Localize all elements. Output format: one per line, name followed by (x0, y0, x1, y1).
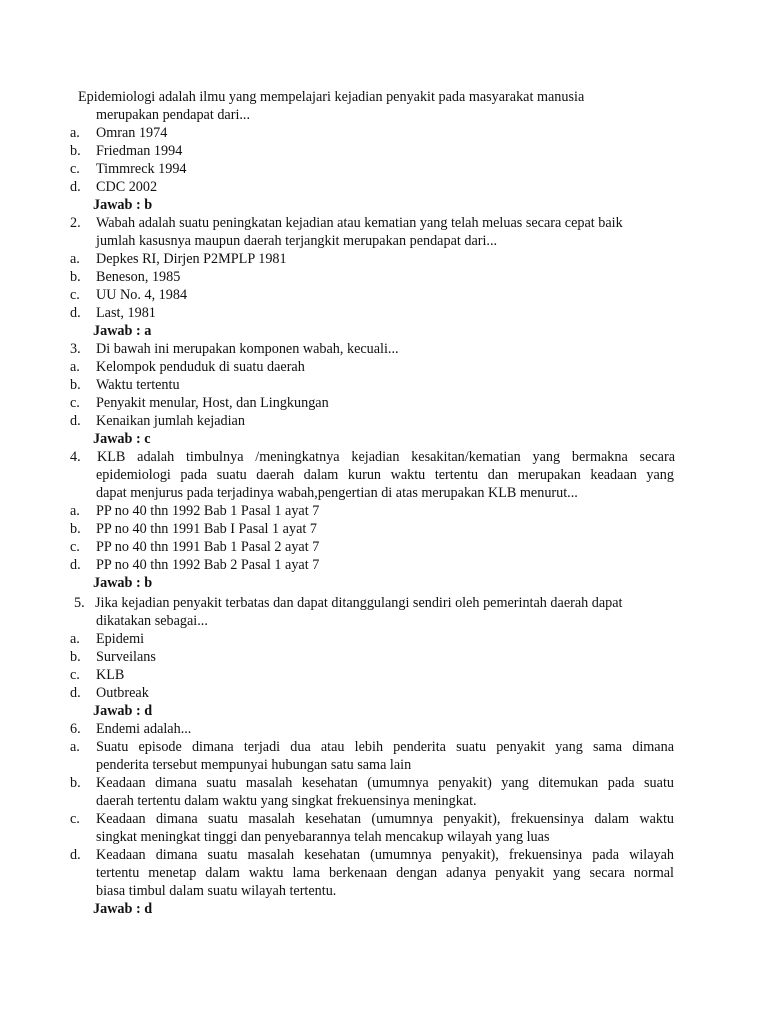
question-4-stem-line-2: epidemiologi pada suatu daerah dalam kurun waktu tertentu dan merupakan keadaan yang (96, 467, 674, 483)
question-1-answer: Jawab : b (93, 197, 153, 213)
question-2-answer: Jawab : a (93, 323, 152, 339)
question-2-option-c: c. UU No. 4, 1984 (70, 287, 188, 303)
question-4-option-a: a. PP no 40 thn 1992 Bab 1 Pasal 1 ayat 7 (70, 503, 320, 519)
question-1-stem-line-1: Epidemiologi adalah ilmu yang mempelajari kejadian penyakit pada masyarakat manusia (78, 89, 585, 105)
question-6-answer: Jawab : d (93, 901, 153, 917)
question-6-option-a-line-2: penderita tersebut mempunyai hubungan satu sama lain (96, 757, 412, 773)
question-2-stem-line-1: 2. Wabah adalah suatu peningkatan kejadian atau kematian yang telah meluas secara cepat baik (70, 215, 623, 231)
question-5-option-a: a. Epidemi (70, 631, 145, 647)
question-4-option-d: d. PP no 40 thn 1992 Bab 2 Pasal 1 ayat 7 (70, 557, 320, 573)
question-6-option-d-line-3: biasa timbul dalam suatu wilayah tertentu. (96, 883, 337, 899)
question-1-option-a: a. Omran 1974 (70, 125, 168, 141)
question-6-option-c-line-1: c. Keadaan dimana suatu masalah kesehatan (umumnya penyakit), frekuensinya dalam waktu (70, 811, 674, 827)
question-1-option-c: c. Timmreck 1994 (70, 161, 187, 177)
question-1-stem-line-2: merupakan pendapat dari... (96, 107, 251, 123)
question-5-answer: Jawab : d (93, 703, 153, 719)
question-6-option-b-line-1: b. Keadaan dimana suatu masalah kesehatan (umumnya penyakit) yang ditemukan pada suatu (70, 775, 674, 791)
question-6-option-d-line-2: tertentu menetap dalam waktu lama berkenaan dengan adanya penyakit yang secara normal (96, 865, 674, 881)
question-3-option-c: c. Penyakit menular, Host, dan Lingkungan (70, 395, 329, 411)
question-5-option-d: d. Outbreak (70, 685, 149, 701)
question-5-option-c: c. KLB (70, 667, 125, 683)
question-3-stem-line-1: 3. Di bawah ini merupakan komponen wabah, kecuali... (70, 341, 399, 357)
question-4-option-b: b. PP no 40 thn 1991 Bab I Pasal 1 ayat 7 (70, 521, 317, 537)
question-4-answer: Jawab : b (93, 575, 153, 591)
question-6-option-c-line-2: singkat meningkat tinggi dan penyebarannya telah mencakup wilayah yang luas (96, 829, 550, 845)
question-6-option-d-line-1: d. Keadaan dimana suatu masalah kesehatan (umumnya penyakit), frekuensinya pada wilayah (70, 847, 674, 863)
question-6-option-b-line-2: daerah tertentu dalam waktu yang singkat frekuensinya meningkat. (96, 793, 477, 809)
question-6-option-a-line-1: a. Suatu episode dimana terjadi dua atau lebih penderita suatu penyakit yang sama dimana (70, 739, 674, 755)
question-2-option-b: b. Beneson, 1985 (70, 269, 181, 285)
question-5-option-b: b. Surveilans (70, 649, 156, 665)
question-3-option-d: d. Kenaikan jumlah kejadian (70, 413, 245, 429)
question-2-option-d: d. Last, 1981 (70, 305, 156, 321)
question-4-option-c: c. PP no 40 thn 1991 Bab 1 Pasal 2 ayat 7 (70, 539, 320, 555)
question-1-option-b: b. Friedman 1994 (70, 143, 183, 159)
question-3-option-b: b. Waktu tertentu (70, 377, 180, 393)
question-5-stem-line-2: dikatakan sebagai... (96, 613, 208, 629)
question-6-stem-line-1: 6. Endemi adalah... (70, 721, 192, 737)
question-3-option-a: a. Kelompok penduduk di suatu daerah (70, 359, 305, 375)
question-4-stem-line-3: dapat menjurus pada terjadinya wabah,pengertian di atas merupakan KLB menurut... (96, 485, 578, 501)
question-3-answer: Jawab : c (93, 431, 151, 447)
question-2-option-a: a. Depkes RI, Dirjen P2MPLP 1981 (70, 251, 287, 267)
question-2-stem-line-2: jumlah kasusnya maupun daerah terjangkit merupakan pendapat dari... (96, 233, 498, 249)
question-1-option-d: d. CDC 2002 (70, 179, 158, 195)
question-4-stem-line-1: 4. KLB adalah timbulnya /meningkatnya kejadian kesakitan/kematian yang bermakna secara (70, 449, 675, 465)
question-5-stem-line-1: 5. Jika kejadian penyakit terbatas dan dapat ditanggulangi sendiri oleh pemerintah daerah dapat (74, 595, 623, 611)
